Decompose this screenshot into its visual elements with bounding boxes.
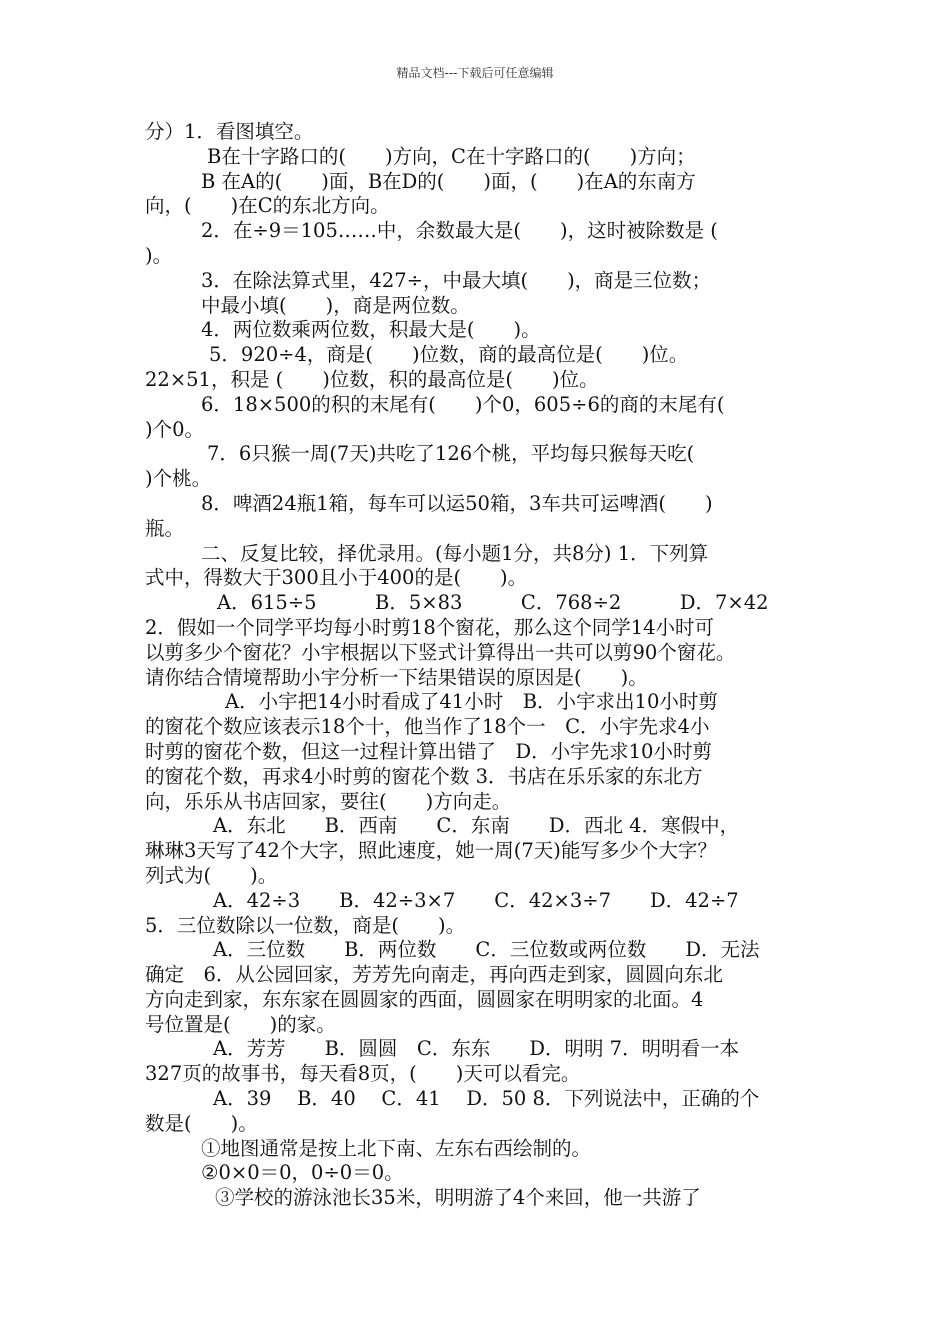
text-line: 327页的故事书，每天看8页，( )天可以看完。 <box>145 1062 581 1086</box>
text-line: A．芳芳 B．圆圆 C．东东 D．明明 7．明明看一本 <box>213 1037 740 1061</box>
text-line: 的窗花个数应该表示18个十，他当作了18个一 C．小宇先求4小 <box>145 715 710 739</box>
text-line: A．42÷3 B．42÷3×7 C．42×3÷7 D．42÷7 <box>213 888 739 912</box>
text-line: 号位置是( )的家。 <box>145 1012 336 1036</box>
text-line: 8．啤酒24瓶1箱，每车可以运50箱，3车共可运啤酒( ) <box>201 491 713 515</box>
text-line: )个桃。 <box>145 467 212 491</box>
text-line: 向，( )在C的东北方向。 <box>145 194 390 218</box>
text-line: 3．在除法算式里，427÷，中最大填( )，商是三位数； <box>201 268 712 292</box>
text-line: ②0×0＝0，0÷0＝0。 <box>201 1161 404 1185</box>
document-body <box>145 120 817 1211</box>
text-line: )个0。 <box>145 417 205 441</box>
text-line: 5．三位数除以一位数，商是( )。 <box>145 913 466 937</box>
text-line: B 在A的( )面，B在D的( )面，( )在A的东南方 <box>201 169 696 193</box>
text-line: 琳琳3天写了42个大字，照此速度，她一周(7天)能写多少个大字？ <box>145 839 717 863</box>
text-line: 时剪的窗花个数，但这一过程计算出错了 D．小宇先求10小时剪 <box>145 739 712 763</box>
text-line: A．东北 B．西南 C．东南 D．西北 4．寒假中， <box>213 814 740 838</box>
text-line: 二、反复比较，择优录用。(每小题1分，共8分) 1．下列算 <box>201 541 709 565</box>
text-line: 数是( )。 <box>145 1111 258 1135</box>
text-line: A．615÷5 B．5×83 C．768÷2 D．7×42 <box>217 591 769 615</box>
text-line: A．39 B．40 C．41 D．50 8．下列说法中，正确的个 <box>213 1087 760 1111</box>
text-line: 22×51，积是 ( )位数，积的最高位是( )位。 <box>145 367 599 391</box>
page-header: 精品文档---下载后可任意编辑 <box>396 66 554 80</box>
text-line: 方向走到家，东东家在圆圆家的西面，圆圆家在明明家的北面。4 <box>145 987 704 1011</box>
text-line: ③学校的游泳池长35米，明明游了4个来回，他一共游了 <box>215 1186 701 1210</box>
text-line: 瓶。 <box>145 516 185 540</box>
text-line: 2．假如一个同学平均每小时剪18个窗花，那么这个同学14小时可 <box>145 615 715 639</box>
text-line: 6．18×500的积的末尾有( )个0，605÷6的商的末尾有( <box>201 392 725 416</box>
text-line: 7．6只猴一周(7天)共吃了126个桃，平均每只猴每天吃( <box>207 442 695 466</box>
text-line: )。 <box>145 243 173 267</box>
text-line: 列式为( )。 <box>145 863 278 887</box>
text-line: 以剪多少个窗花？小宇根据以下竖式计算得出一共可以剪90个窗花。 <box>145 640 736 664</box>
text-line: 分）1．看图填空。 <box>145 120 314 143</box>
text-line: 2．在÷9＝105……中，余数最大是( )，这时被除数是 ( <box>201 219 718 243</box>
text-line: 向，乐乐从书店回家，要往( )方向走。 <box>145 789 512 813</box>
text-line: 中最小填( )，商是两位数。 <box>201 293 470 317</box>
text-line: ①地图通常是按上北下南、左东右西绘制的。 <box>201 1136 592 1160</box>
text-line: 式中，得数大于300且小于400的是( )。 <box>145 566 528 590</box>
text-line: B在十字路口的( )方向，C在十字路口的( )方向； <box>207 144 696 168</box>
text-line: A．小宇把14小时看成了41小时 B．小宇求出10小时剪 <box>225 690 718 714</box>
text-line: 的窗花个数，再求4小时剪的窗花个数 3．书店在乐乐家的东北方 <box>145 764 703 788</box>
text-line: 4．两位数乘两位数，积最大是( )。 <box>201 318 541 342</box>
text-line: 确定 6．从公园回家，芳芳先向南走，再向西走到家，圆圆向东北 <box>145 963 723 987</box>
text-line: 请你结合情境帮助小宇分析一下结果错误的原因是( )。 <box>145 665 648 689</box>
text-line: 5．920÷4，商是( )位数，商的最高位是( )位。 <box>209 343 689 367</box>
text-line: A．三位数 B．两位数 C．三位数或两位数 D．无法 <box>213 938 760 962</box>
